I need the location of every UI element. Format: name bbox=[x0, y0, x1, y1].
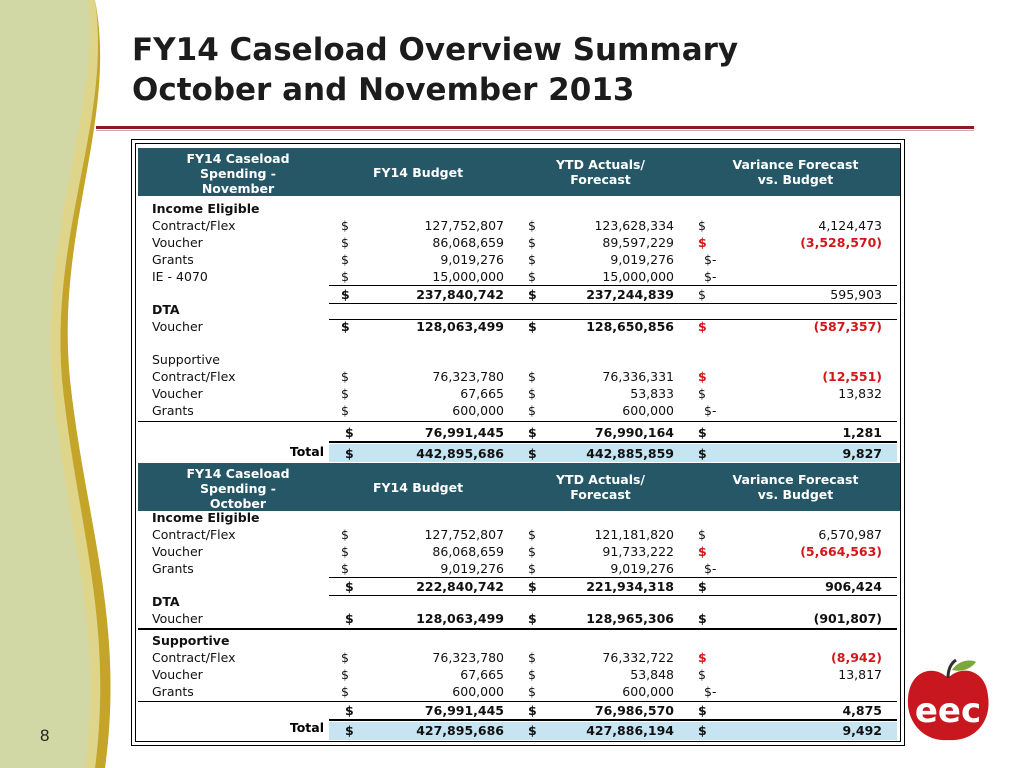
subtotal-row: $ 237,840,742 $ 237,244,839 $ 595,903 bbox=[341, 287, 882, 302]
header-fy14-budget: FY14 Budget bbox=[372, 480, 464, 495]
subtotal-row: $ 222,840,742 $ 221,934,318 $ 906,424 bbox=[345, 579, 882, 594]
total-label: Total bbox=[289, 720, 324, 735]
eec-apple-logo bbox=[904, 656, 994, 748]
subtotal-row: $ 76,991,445 $ 76,986,570 $ 4,875 bbox=[345, 703, 882, 718]
table-row: Voucher $ 67,665 $ 53,833 $ 13,832 bbox=[152, 386, 882, 401]
section-heading: Income Eligible bbox=[152, 201, 260, 216]
logo-text: eec bbox=[914, 691, 982, 731]
title-line-2: October and November 2013 bbox=[132, 72, 635, 108]
table-row: Contract/Flex $ 76,323,780 $ 76,332,722 $ (8,942) bbox=[152, 650, 882, 665]
page-number: 8 bbox=[40, 726, 50, 745]
section-heading: Income Eligible bbox=[152, 510, 260, 525]
title-rule bbox=[96, 126, 974, 129]
table-row: Voucher $ 86,068,659 $ 91,733,222 $ (5,664,563) bbox=[152, 544, 882, 559]
table-row: Grants $ 9,019,276 $ 9,019,276 $- bbox=[152, 561, 717, 576]
header-ytd-actuals: YTD Actuals/ Forecast bbox=[556, 157, 645, 187]
title-rule-shadow bbox=[96, 130, 974, 131]
title-line-1: FY14 Caseload Overview Summary bbox=[132, 32, 739, 68]
table-row: Voucher $ 128,063,499 $ 128,650,856 $ (587,357) bbox=[152, 319, 882, 334]
header-caseload-spending: FY14 Caseload Spending - October bbox=[186, 466, 290, 511]
total-label: Total bbox=[289, 444, 324, 459]
header-ytd-actuals: YTD Actuals/ Forecast bbox=[556, 472, 645, 502]
table-row: Contract/Flex $ 127,752,807 $ 123,628,334 $ 4,124,473 bbox=[152, 218, 882, 233]
page-title bbox=[132, 30, 738, 110]
table-row: Grants $ 9,019,276 $ 9,019,276 $- bbox=[152, 252, 717, 267]
table-row: Contract/Flex $ 76,323,780 $ 76,336,331 $ (12,551) bbox=[152, 369, 882, 384]
header-caseload-spending: FY14 Caseload Spending - November bbox=[186, 151, 290, 196]
table-row: Grants $ 600,000 $ 600,000 $- bbox=[152, 684, 717, 699]
october-table-header bbox=[138, 463, 900, 511]
header-variance: Variance Forecast vs. Budget bbox=[732, 157, 859, 187]
total-row: $ 427,895,686 $ 427,886,194 $ 9,492 bbox=[345, 723, 882, 738]
table-row: Voucher $ 86,068,659 $ 89,597,229 $ (3,528,570) bbox=[152, 235, 882, 250]
table-row: Grants $ 600,000 $ 600,000 $- bbox=[152, 403, 717, 418]
subtotal-row: $ 76,991,445 $ 76,990,164 $ 1,281 bbox=[345, 425, 882, 440]
section-heading: Supportive bbox=[152, 633, 230, 648]
table-row: Contract/Flex $ 127,752,807 $ 121,181,820 $ 6,570,987 bbox=[152, 527, 882, 542]
november-table-header bbox=[138, 148, 900, 196]
table-row: Voucher $ 67,665 $ 53,848 $ 13,817 bbox=[152, 667, 882, 682]
table-row: Voucher $ 128,063,499 $ 128,965,306 $ (901,807) bbox=[152, 611, 882, 626]
decorative-side-band bbox=[0, 0, 130, 768]
total-row: $ 442,895,686 $ 442,885,859 $ 9,827 bbox=[345, 446, 882, 461]
section-heading: Supportive bbox=[152, 352, 220, 367]
table-row: IE - 4070 $ 15,000,000 $ 15,000,000 $- bbox=[152, 269, 717, 284]
section-heading: DTA bbox=[152, 302, 180, 317]
header-variance: Variance Forecast vs. Budget bbox=[732, 472, 859, 502]
header-fy14-budget: FY14 Budget bbox=[372, 165, 464, 180]
section-heading: DTA bbox=[152, 594, 180, 609]
